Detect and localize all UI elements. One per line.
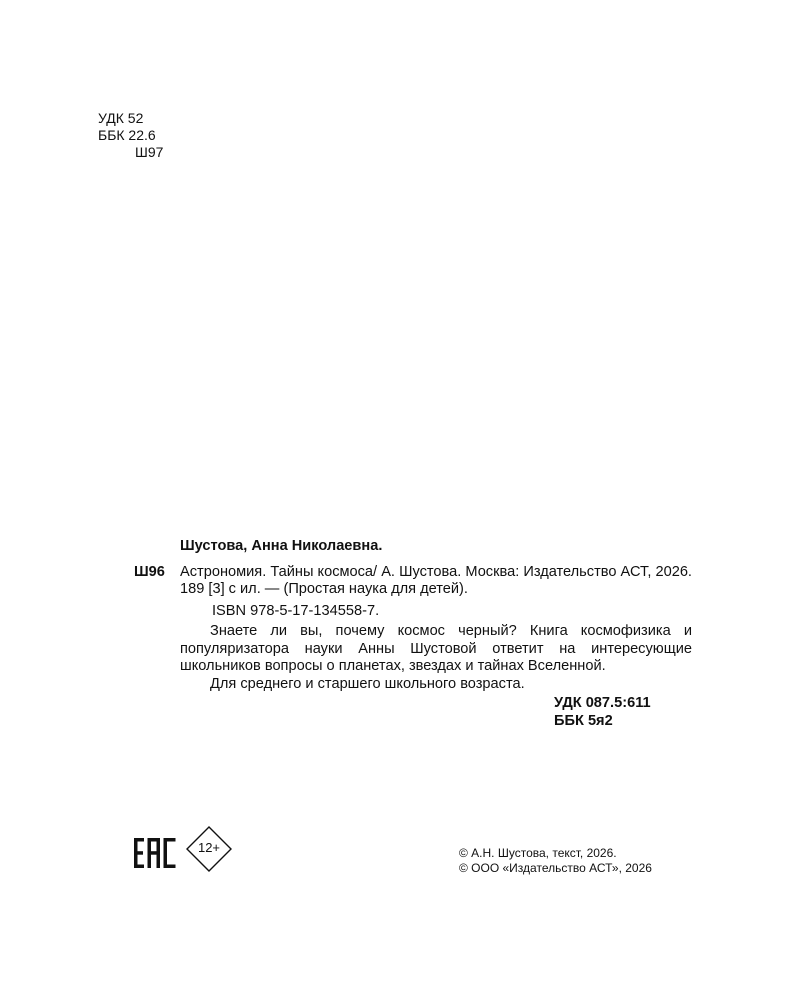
catalog-udk: УДК 087.5:611: [554, 695, 651, 711]
bibliographic-description: Астрономия. Тайны космоса/ А. Шустова. Москва: Издательство АСТ, 2026. 189 [3] с ил. — (Простая наука для детей).: [180, 563, 692, 597]
udk-code: УДК 52: [98, 110, 144, 126]
age-rating-label: 12+: [197, 840, 221, 855]
author-mark: Ш97: [135, 144, 164, 160]
eac-conformity-mark: [133, 836, 177, 870]
copyright-publisher: © ООО «Издательство АСТ», 2026: [459, 861, 652, 875]
annotation: Знаете ли вы, почему космос черный? Книга космофизика и популяризатора науки Анны Шустовой ответит на интересующие школьников вопросы о планетах, звездах и тайнах Вселенной.: [180, 623, 692, 674]
top-classification-codes: [98, 110, 163, 161]
catalog-bbk: ББК 5я2: [554, 712, 613, 729]
catalog-codes: [554, 695, 692, 730]
catalog-author-mark: Ш96: [134, 563, 165, 580]
author-heading: Шустова, Анна Николаевна.: [180, 538, 383, 554]
copyright-block: [459, 846, 652, 876]
catalog-card: [134, 538, 692, 730]
isbn: ISBN 978-5-17-134558-7.: [212, 602, 380, 619]
copyright-author: © А.Н. Шустова, текст, 2026.: [459, 846, 617, 860]
bbk-code: ББК 22.6: [98, 127, 156, 143]
catalog-entry: [134, 564, 692, 599]
age-rating-badge: [186, 826, 232, 872]
age-audience-note: Для среднего и старшего школьного возраста.: [210, 675, 525, 692]
